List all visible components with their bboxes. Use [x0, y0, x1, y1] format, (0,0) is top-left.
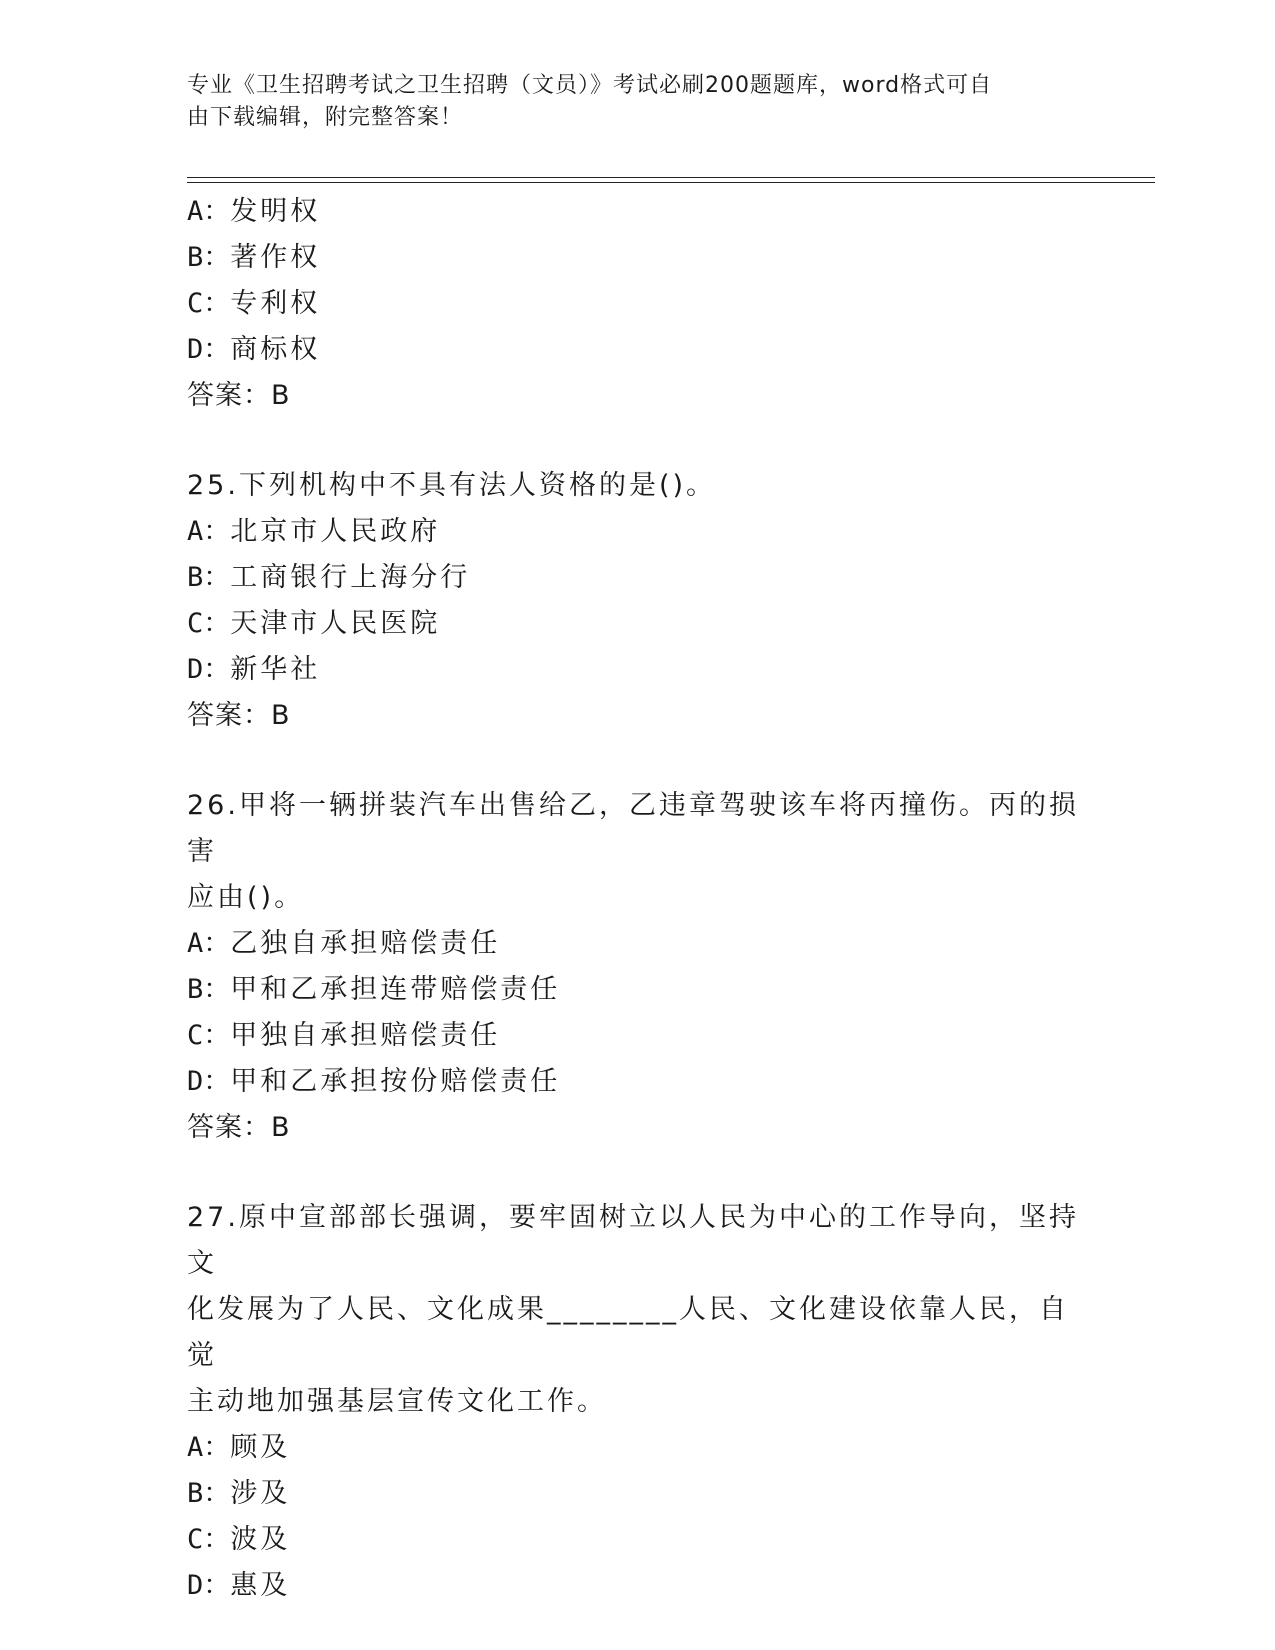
option-a: A：发明权	[187, 196, 321, 227]
question-stem-line-1: 26.甲将一辆拼装汽车出售给乙，乙违章驾驶该车将丙撞伤。丙的损害	[187, 790, 1079, 867]
question-stem-line-3: 主动地加强基层宣传文化工作。	[187, 1386, 607, 1417]
option-b: B：著作权	[187, 242, 321, 273]
question-26	[187, 783, 1087, 1151]
question-stem-line-1: 27.原中宣部部长强调，要牢固树立以人民为中心的工作导向，坚持文	[187, 1202, 1079, 1279]
spacer	[187, 739, 1087, 783]
option-d: D：甲和乙承担按份赔偿责任	[187, 1066, 561, 1097]
question-list	[187, 189, 1087, 1609]
header-rule-top	[187, 177, 1155, 178]
option-c: C：天津市人民医院	[187, 608, 441, 639]
spacer	[187, 419, 1087, 463]
question-27	[187, 1195, 1087, 1609]
option-c: C：波及	[187, 1524, 291, 1555]
option-a: A：北京市人民政府	[187, 516, 441, 547]
spacer	[187, 1151, 1087, 1195]
option-c: C：专利权	[187, 288, 321, 319]
question-stem: 25.下列机构中不具有法人资格的是()。	[187, 470, 717, 501]
answer: 答案：B	[187, 1112, 291, 1143]
partial-question	[187, 189, 1087, 419]
document-header	[187, 70, 1067, 134]
header-rule-bottom	[187, 182, 1155, 183]
option-d: D：商标权	[187, 334, 321, 365]
option-d: D：新华社	[187, 654, 321, 685]
answer: 答案：B	[187, 700, 291, 731]
header-line-1: 专业《卫生招聘考试之卫生招聘（文员）》考试必刷200题题库，word格式可自	[187, 73, 993, 98]
option-c: C：甲独自承担赔偿责任	[187, 1020, 501, 1051]
header-line-2: 由下载编辑，附完整答案！	[187, 105, 464, 130]
question-25	[187, 463, 1087, 739]
answer: 答案：B	[187, 380, 291, 411]
option-b: B：甲和乙承担连带赔偿责任	[187, 974, 561, 1005]
option-a: A：顾及	[187, 1432, 291, 1463]
option-d: D：惠及	[187, 1570, 291, 1601]
question-stem-line-2: 化发展为了人民、文化成果________人民、文化建设依靠人民，自觉	[187, 1294, 1069, 1371]
option-b: B：工商银行上海分行	[187, 562, 471, 593]
option-a: A：乙独自承担赔偿责任	[187, 928, 501, 959]
question-stem-line-2: 应由()。	[187, 882, 305, 913]
option-b: B：涉及	[187, 1478, 291, 1509]
